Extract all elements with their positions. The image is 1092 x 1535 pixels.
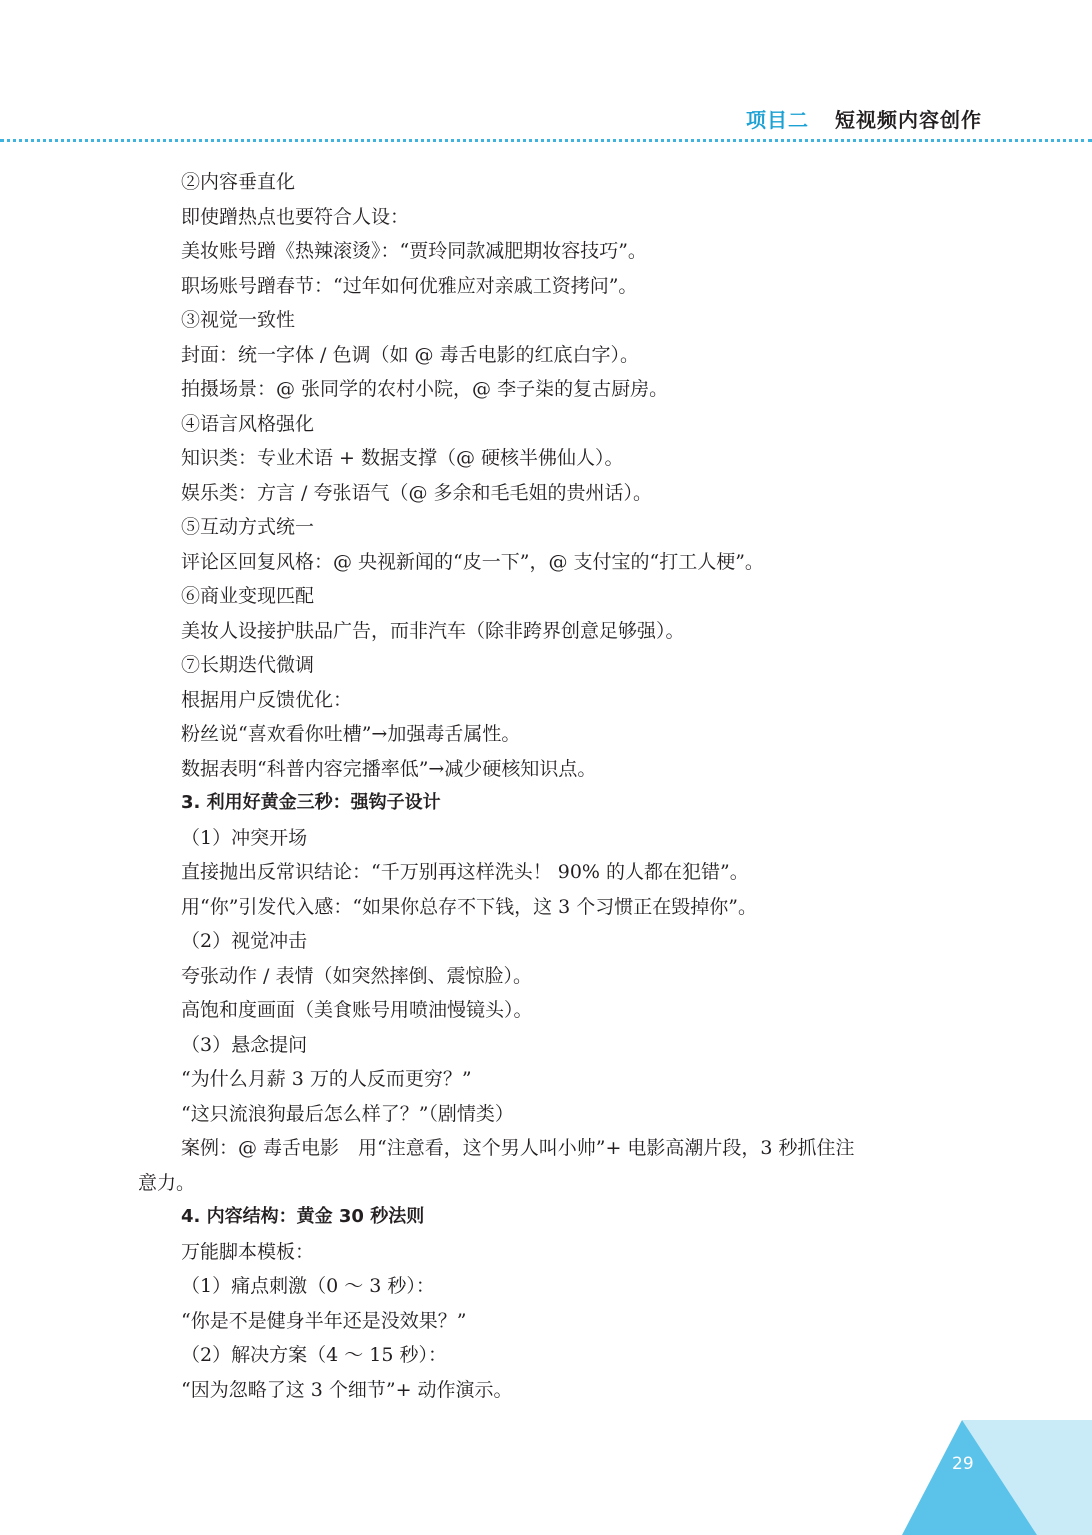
- text-line: 根据用户反馈优化：: [181, 688, 353, 711]
- text-line: （2）视觉冲击: [181, 930, 308, 952]
- text-line: （1）冲突开场: [181, 826, 308, 849]
- text-line: 数据表明“科普内容完播率低”→减少硬核知识点。: [181, 757, 597, 780]
- text-line: 夸张动作 / 表情（如突然摔倒、震惊脸）。: [181, 964, 532, 987]
- text-line: 娱乐类：方言 / 夸张语气（@ 多余和毛毛姐的贵州话）。: [181, 481, 653, 504]
- text-line: 职场账号蹭春节：“过年如何优雅应对亲戚工资拷问”。: [181, 274, 638, 297]
- text-line: 粉丝说“喜欢看你吐槽”→加强毒舌属性。: [181, 723, 521, 745]
- header-chapter: 短视频内容创作: [835, 108, 982, 132]
- text-line: 直接抛出反常识结论：“千万别再这样洗头！ 90% 的人都在犯错”。: [181, 861, 749, 883]
- text-line: 高饱和度画面（美食账号用喷油慢镜头）。: [181, 999, 533, 1021]
- text-line: 案例：@ 毒舌电影 用“注意看，这个男人叫小帅”+ 电影高潮片段，3 秒抓住注: [181, 1137, 855, 1159]
- text-line: （3）悬念提问: [181, 1033, 308, 1056]
- header-divider: [0, 139, 1092, 142]
- text-line: “这只流浪狗最后怎么样了？”（剧情类）: [181, 1102, 514, 1125]
- body-text: [138, 165, 968, 1407]
- section-heading: 4. 内容结构：黄金 30 秒法则: [181, 1206, 425, 1227]
- text-line: 意力。: [138, 1171, 196, 1194]
- page-number: 29: [952, 1454, 974, 1474]
- text-line: ⑥商业变现匹配: [181, 585, 315, 607]
- text-line: （1）痛点刺激（0 ～ 3 秒）：: [181, 1275, 435, 1297]
- text-line: 万能脚本模板：: [181, 1240, 315, 1263]
- text-line: ⑦长期迭代微调: [181, 654, 315, 676]
- text-line: （2）解决方案（4 ～ 15 秒）：: [181, 1344, 447, 1366]
- text-line: 封面：统一字体 / 色调（如 @ 毒舌电影的红底白字）。: [181, 343, 640, 366]
- text-line: “为什么月薪 3 万的人反而更穷？”: [181, 1068, 472, 1090]
- text-line: ⑤互动方式统一: [181, 516, 315, 538]
- text-line: ③视觉一致性: [181, 309, 296, 331]
- text-line: 美妆账号蹭《热辣滚烫》：“贾玲同款减肥期妆容技巧”。: [181, 240, 647, 262]
- text-line: ④语言风格强化: [181, 412, 315, 435]
- text-line: 知识类：专业术语 + 数据支撑（@ 硬核半佛仙人）。: [181, 447, 624, 469]
- text-line: 即使蹭热点也要符合人设：: [181, 205, 410, 228]
- text-line: 评论区回复风格：@ 央视新闻的“皮一下”，@ 支付宝的“打工人梗”。: [181, 550, 764, 573]
- text-line: “你是不是健身半年还是没效果？”: [181, 1309, 467, 1332]
- header-project: 项目二: [746, 108, 810, 132]
- running-header: [746, 104, 982, 133]
- page-corner-decoration: [902, 1420, 1092, 1535]
- text-line: 用“你”引发代入感：“如果你总存不下钱，这 3 个习惯正在毁掉你”。: [181, 895, 758, 918]
- text-line: “因为忽略了这 3 个细节”+ 动作演示。: [181, 1378, 513, 1401]
- text-line: ②内容垂直化: [181, 171, 296, 193]
- text-line: 美妆人设接护肤品广告，而非汽车（除非跨界创意足够强）。: [181, 619, 685, 642]
- section-heading: 3. 利用好黄金三秒：强钩子设计: [181, 792, 441, 813]
- text-line: 拍摄场景：@ 张同学的农村小院，@ 李子柒的复古厨房。: [181, 378, 669, 400]
